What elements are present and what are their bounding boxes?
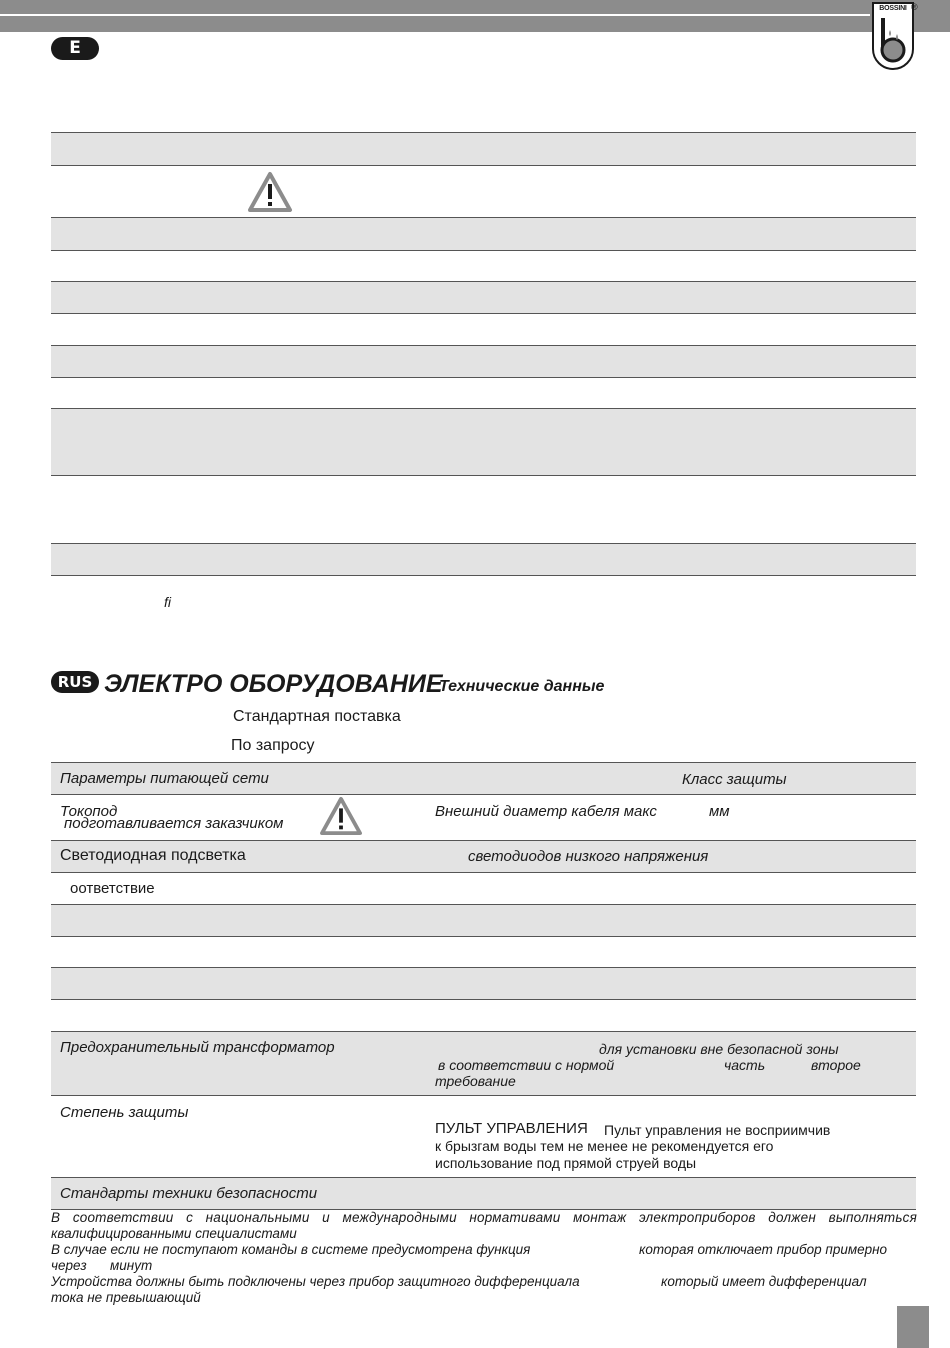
transformer-label: Предохранительный трансформатор [60, 1039, 335, 1056]
protection-degree-label: Степень защиты [60, 1104, 189, 1121]
table-row-transformer [51, 1032, 916, 1096]
led-type-label: светодиодов низкого напряжения [468, 848, 709, 865]
upper-table-row [51, 476, 916, 544]
language-badge-rus: RUS [51, 671, 99, 693]
table-row-protection [51, 1096, 916, 1178]
note-auto-off-minutes: минут [110, 1258, 153, 1273]
power-params-label: Параметры питающей сети [60, 770, 269, 787]
standard-supply-label: Стандартная поставка [233, 708, 401, 725]
note-installation-cont: квалифицированными специалистами [51, 1226, 297, 1241]
led-lighting-label: Светодиодная подсветка [60, 847, 246, 864]
upper-table-row [51, 282, 916, 314]
cable-diameter-label: Внешний диаметр кабеля макс [435, 803, 657, 820]
per-norm-text: в соответствии с нормой [438, 1057, 615, 1073]
upper-table-row [51, 346, 916, 378]
warning-triangle-icon [247, 171, 293, 213]
upper-table-row [51, 378, 916, 409]
compliance-label: оответствие [70, 880, 155, 897]
page-number-tab [897, 1306, 929, 1348]
table-row [51, 968, 916, 1000]
note-rcd: Устройства должны быть подключены через прибор защитного дифференциала [51, 1274, 580, 1289]
table-row-current [51, 795, 916, 841]
registered-mark: ® [911, 2, 918, 12]
upper-table-row [51, 166, 916, 218]
brand-name: BOSSINI [879, 5, 907, 12]
table-row [51, 937, 916, 968]
section-subtitle: Технические данные [439, 678, 605, 695]
requirement-text: требование [435, 1073, 516, 1089]
bossini-b-icon [878, 16, 908, 66]
part-text: часть [724, 1057, 766, 1073]
section-title: ЭЛЕКТРО ОБОРУДОВАНИЕ [104, 670, 443, 698]
warning-triangle-icon [319, 796, 363, 836]
control-panel-title: ПУЛЬТ УПРАВЛЕНИЯ [435, 1120, 588, 1137]
header-divider-line [0, 14, 870, 16]
table-row-led [51, 841, 916, 873]
table-row-compliance [51, 873, 916, 905]
protection-class-label: Класс защиты [682, 771, 787, 788]
bossini-logo [872, 2, 914, 70]
language-badge-e: E [51, 37, 99, 60]
outside-zone-text: для установки вне безопасной зоны [599, 1041, 839, 1057]
second-text: второе [811, 1057, 861, 1073]
note-installation: В соответствии с национальными и международными нормативами монтаж электроприборов должен выполняться [51, 1210, 917, 1225]
ligature-glyph: ﬁ [164, 594, 171, 610]
note-rcd-current: тока не превышающий [51, 1290, 201, 1305]
upper-table-row [51, 132, 916, 166]
upper-table-row [51, 544, 916, 576]
on-request-label: По запросу [231, 737, 315, 754]
upper-table-row [51, 251, 916, 282]
current-supply-note: подготавливается заказчиком [64, 815, 284, 832]
current-supply-label: Токопод [60, 803, 118, 820]
note-auto-off-through: через [51, 1258, 87, 1273]
note-auto-off: В случае если не поступают команды в системе предусмотрена функция [51, 1242, 531, 1257]
control-panel-text-1: Пульт управления не восприимчив [604, 1122, 831, 1138]
table-row [51, 905, 916, 937]
cable-unit-label: мм [709, 803, 730, 820]
table-row-safety [51, 1178, 916, 1210]
table-row-power [51, 762, 916, 795]
table-row [51, 1000, 916, 1032]
control-panel-text-2: к брызгам воды тем не менее не рекомендуется его [435, 1138, 774, 1154]
note-rcd-differential: который имеет дифференциал [661, 1274, 867, 1289]
upper-table-row [51, 314, 916, 346]
upper-table-row [51, 218, 916, 251]
upper-table-row [51, 409, 916, 476]
control-panel-text-3: использование под прямой струей воды [435, 1155, 697, 1171]
note-auto-off-function: которая отключает прибор примерно [639, 1242, 888, 1257]
top-header-bar [0, 0, 950, 32]
safety-standards-label: Стандарты техники безопасности [60, 1185, 318, 1202]
